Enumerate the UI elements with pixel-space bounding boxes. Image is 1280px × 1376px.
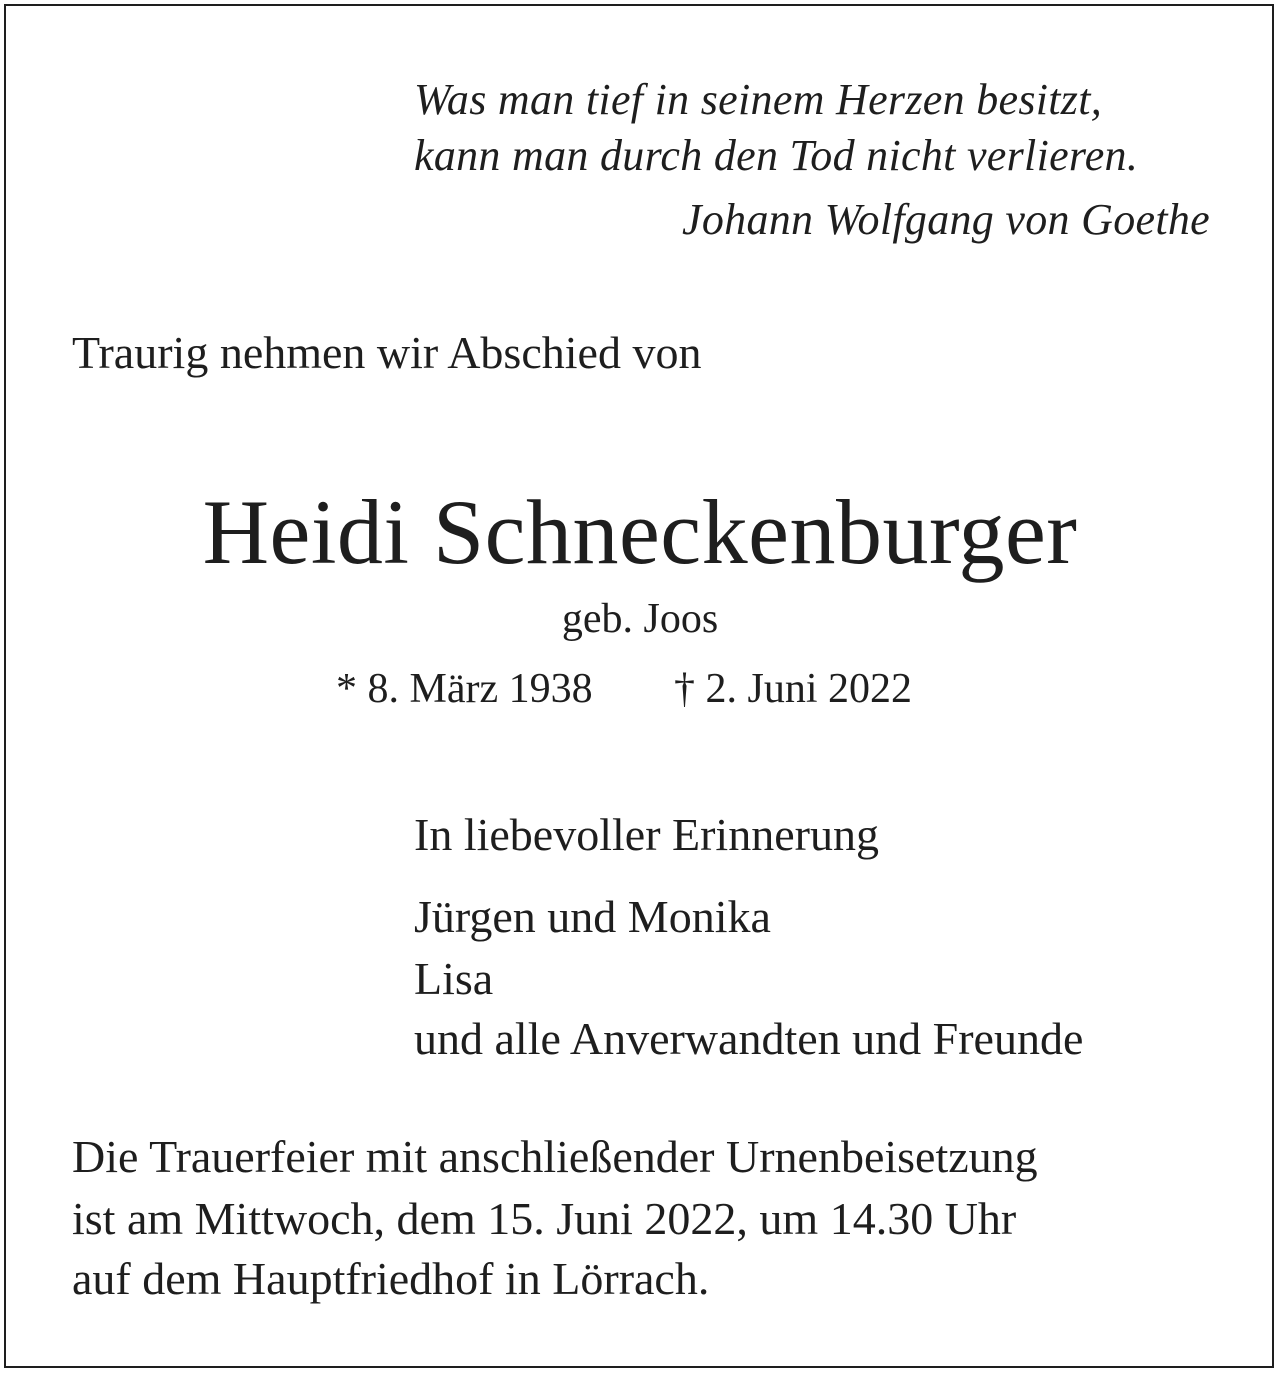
deceased-name: Heidi Schneckenburger: [202, 481, 1078, 583]
mourner-name: und alle Anverwandten und Freunde: [414, 1013, 1084, 1064]
mourners-heading: In liebevoller Erinnerung: [414, 809, 879, 860]
service-line-1: Die Trauerfeier mit anschließender Urnenbeisetzung: [72, 1131, 1038, 1182]
quote-author: Johann Wolfgang von Goethe: [682, 195, 1210, 244]
birth-date: * 8. März 1938: [336, 666, 593, 712]
service-line-2: ist am Mittwoch, dem 15. Juni 2022, um 14.30 Uhr: [72, 1193, 1017, 1244]
quote-line-1: Was man tief in seinem Herzen besitzt,: [414, 75, 1103, 124]
intro-text: Traurig nehmen wir Abschied von: [72, 327, 702, 378]
quote-line-2: kann man durch den Tod nicht verlieren.: [414, 131, 1139, 180]
mourner-name: Lisa: [414, 953, 494, 1004]
maiden-name: geb. Joos: [561, 596, 719, 642]
death-date: † 2. Juni 2022: [674, 666, 913, 712]
service-line-3: auf dem Hauptfriedhof in Lörrach.: [72, 1253, 710, 1304]
mourner-name: Jürgen und Monika: [414, 891, 771, 942]
